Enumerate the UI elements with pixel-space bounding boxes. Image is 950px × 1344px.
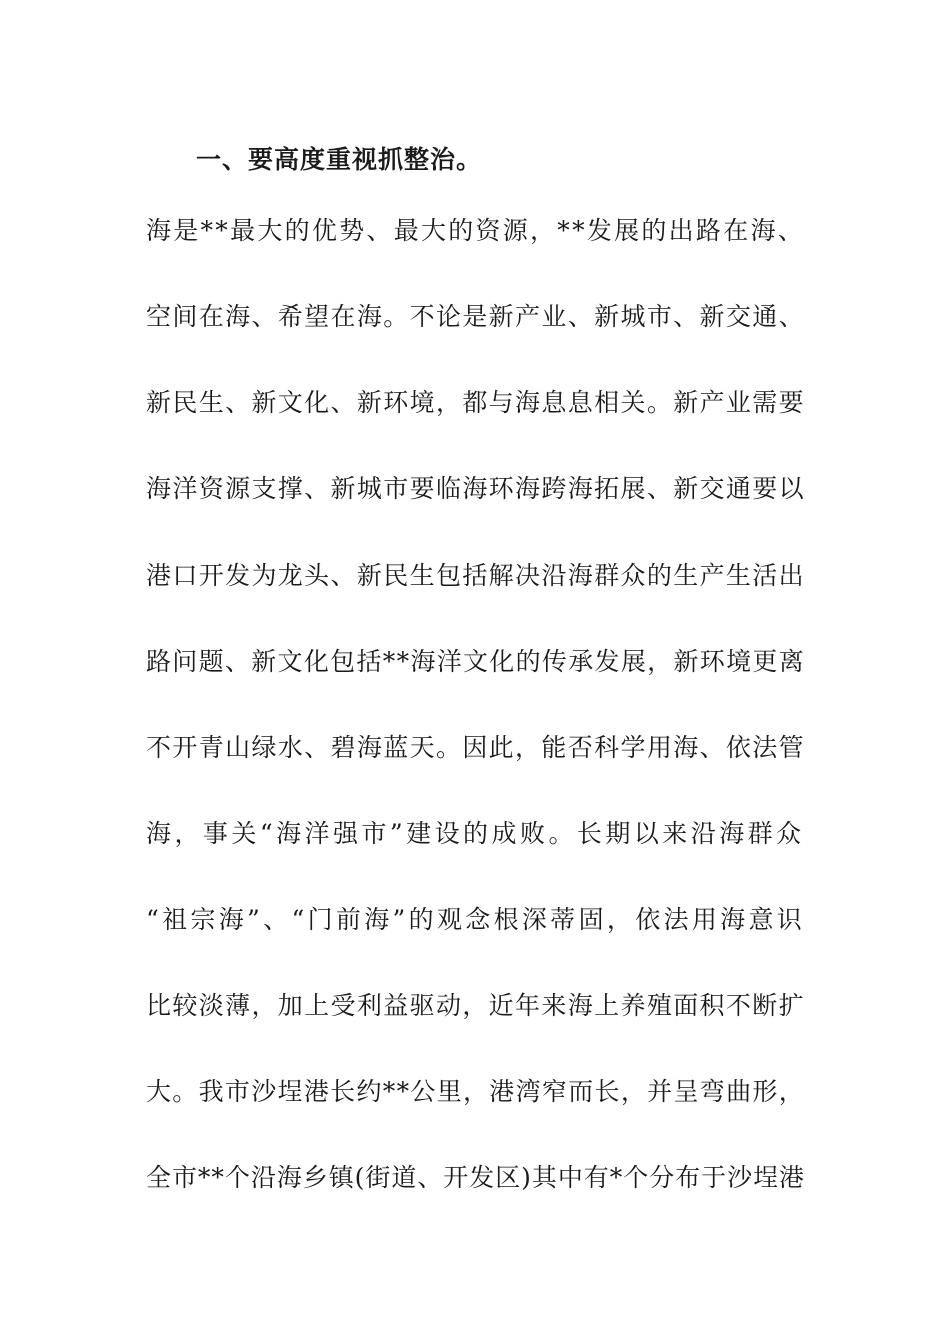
- paragraph-line: “祖宗海”、“门前海”的观念根深蒂固，依法用海意识: [146, 905, 806, 934]
- paragraph-line: 不开青山绿水、碧海蓝天。因此，能否科学用海、依法管: [146, 733, 806, 762]
- paragraph-line: 海，事关“海洋强市”建设的成败。长期以来沿海群众: [146, 819, 805, 848]
- paragraph-line: 比较淡薄，加上受利益驱动，近年来海上养殖面积不断扩: [146, 991, 806, 1020]
- paragraph-line: 海洋资源支撑、新城市要临海环海跨海拓展、新交通要以: [146, 474, 806, 503]
- paragraph-line: 路问题、新文化包括**海洋文化的传承发展，新环境更离: [146, 647, 806, 676]
- section-heading: 一、要高度重视抓整治。: [196, 145, 483, 174]
- paragraph-line: 海是**最大的优势、最大的资源，**发展的出路在海、: [146, 216, 806, 245]
- paragraph-line: 全市**个沿海乡镇(街道、开发区)其中有*个分布于沙埕港: [146, 1163, 806, 1192]
- paragraph-line: 大。我市沙埕港长约**公里，港湾窄而长，并呈弯曲形，: [146, 1077, 806, 1106]
- paragraph-line: 新民生、新文化、新环境，都与海息息相关。新产业需要: [146, 388, 806, 417]
- paragraph-line: 港口开发为龙头、新民生包括解决沿海群众的生产生活出: [146, 561, 806, 590]
- paragraph-line: 空间在海、希望在海。不论是新产业、新城市、新交通、: [146, 302, 806, 331]
